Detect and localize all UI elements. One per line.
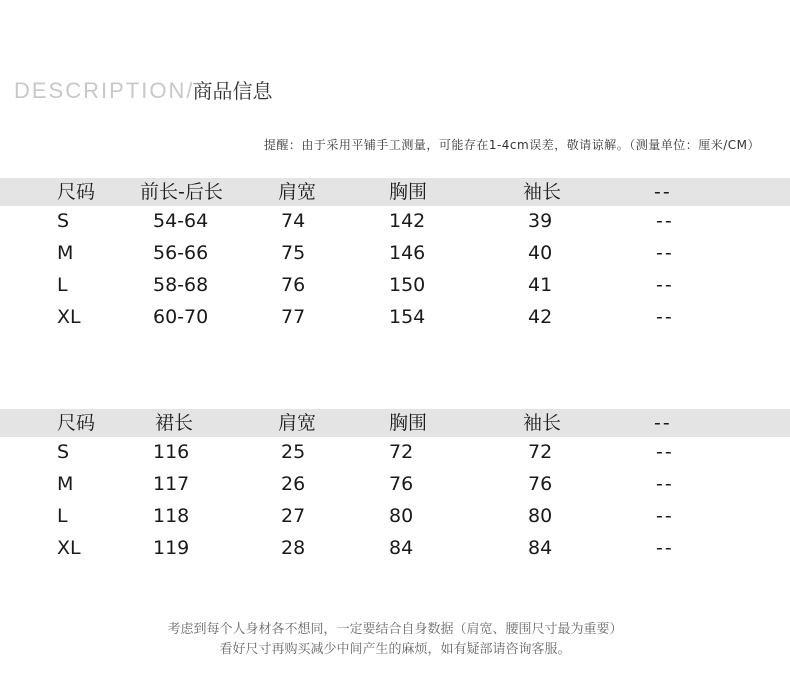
cell-extra: -- [656, 537, 674, 559]
cell-size: S [57, 210, 70, 232]
cell-length: 54-64 [153, 210, 209, 232]
cell-sleeve: 76 [528, 473, 553, 495]
cell-sleeve: 80 [528, 505, 553, 527]
cell-shoulder: 75 [281, 242, 306, 264]
cell-sleeve: 42 [528, 306, 553, 328]
cell-sleeve: 84 [528, 537, 553, 559]
table-row [0, 302, 790, 334]
cell-extra: -- [656, 306, 674, 328]
table-row [0, 501, 790, 533]
cell-chest: 72 [389, 441, 414, 463]
section-title [14, 76, 272, 107]
cell-shoulder: 27 [281, 505, 306, 527]
header-length: 前长-后长 [140, 181, 223, 203]
cell-extra: -- [656, 505, 674, 527]
header-extra: -- [654, 181, 672, 203]
table-row [0, 270, 790, 302]
size-table-top [0, 178, 790, 334]
cell-shoulder: 74 [281, 210, 306, 232]
cell-sleeve: 39 [528, 210, 553, 232]
cell-skirt-length: 116 [153, 441, 190, 463]
header-extra: -- [654, 412, 672, 434]
header-shoulder: 肩宽 [278, 412, 317, 434]
cell-shoulder: 77 [281, 306, 306, 328]
table-header [0, 409, 790, 437]
cell-chest: 146 [389, 242, 426, 264]
footer-line-2: 看好尺寸再购买减少中间产生的麻烦，如有疑部请咨询客服。 [219, 642, 571, 657]
cell-shoulder: 25 [281, 441, 306, 463]
table-row [0, 437, 790, 469]
cell-extra: -- [656, 210, 674, 232]
cell-size: L [57, 505, 68, 527]
cell-chest: 80 [389, 505, 414, 527]
header-size: 尺码 [57, 412, 96, 434]
cell-skirt-length: 119 [153, 537, 190, 559]
footer-note [0, 620, 790, 660]
cell-extra: -- [656, 473, 674, 495]
header-shoulder: 肩宽 [278, 181, 317, 203]
header-size: 尺码 [57, 181, 96, 203]
footer-line-1: 考虑到每个人身材各不想同，一定要结合自身数据（肩宽、腰围尺寸最为重要） [167, 622, 623, 637]
title-chinese: 商品信息 [192, 79, 273, 103]
size-table-bottom [0, 409, 790, 565]
cell-skirt-length: 117 [153, 473, 190, 495]
measurement-note: 提醒：由于采用平铺手工测量，可能存在1-4cm误差，敬请谅解。（测量单位：厘米/CM） [263, 138, 760, 152]
cell-skirt-length: 118 [153, 505, 190, 527]
header-chest: 胸围 [389, 412, 428, 434]
table-row [0, 533, 790, 565]
cell-size: M [57, 242, 74, 264]
cell-size: S [57, 441, 70, 463]
cell-size: L [57, 274, 68, 296]
cell-shoulder: 28 [281, 537, 306, 559]
cell-size: XL [57, 537, 81, 559]
cell-chest: 142 [389, 210, 426, 232]
cell-chest: 84 [389, 537, 414, 559]
cell-sleeve: 72 [528, 441, 553, 463]
cell-sleeve: 40 [528, 242, 553, 264]
cell-length: 58-68 [153, 274, 209, 296]
title-slash: / [186, 78, 193, 103]
cell-shoulder: 76 [281, 274, 306, 296]
cell-chest: 154 [389, 306, 426, 328]
title-english: DESCRIPTION [14, 78, 187, 103]
cell-length: 60-70 [153, 306, 209, 328]
cell-chest: 76 [389, 473, 414, 495]
header-sleeve: 袖长 [523, 181, 562, 203]
table-header [0, 178, 790, 206]
header-skirt-length: 裙长 [155, 412, 194, 434]
cell-length: 56-66 [153, 242, 209, 264]
cell-shoulder: 26 [281, 473, 306, 495]
cell-extra: -- [656, 441, 674, 463]
header-sleeve: 袖长 [523, 412, 562, 434]
table-row [0, 469, 790, 501]
cell-extra: -- [656, 242, 674, 264]
header-chest: 胸围 [389, 181, 428, 203]
cell-size: XL [57, 306, 81, 328]
cell-chest: 150 [389, 274, 426, 296]
cell-extra: -- [656, 274, 674, 296]
table-row [0, 206, 790, 238]
table-row [0, 238, 790, 270]
cell-sleeve: 41 [528, 274, 553, 296]
cell-size: M [57, 473, 74, 495]
